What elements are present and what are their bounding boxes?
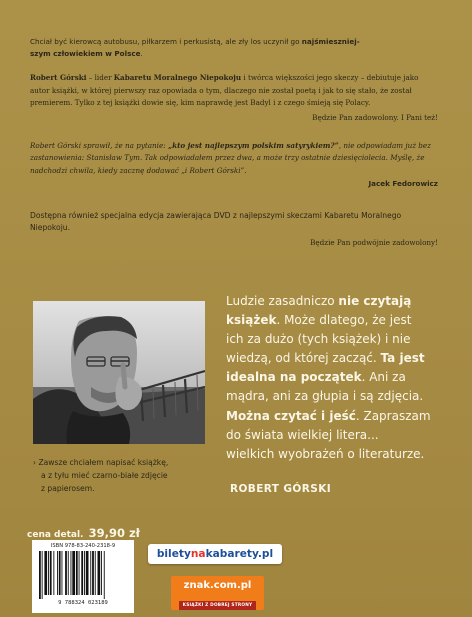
quote-line: wiedzą, od której zacząć. Ta jest	[226, 351, 425, 366]
isbn-text: ISBN 978-83-240-2318-9	[50, 543, 116, 549]
quote-line: wielkich wyobrażeń o literaturze.	[226, 446, 425, 461]
quote-line: Ludzie zasadniczo nie czytają	[226, 294, 412, 308]
photo-caption-line: z papierosem.	[41, 484, 95, 494]
dvd-sign-off: Będzie Pan podwójnie zadowolony!	[310, 238, 438, 248]
author-photo-image	[33, 301, 205, 444]
biletynakabarety-logo: biletynakabarety.pl	[148, 544, 282, 564]
quote-line: Można czytać i jeść. Zapraszam	[226, 408, 431, 423]
author-photo	[33, 301, 205, 444]
photo-caption-line: › Zawsze chciałem napisać książkę,	[33, 458, 169, 467]
quote-line: do świata wielkiej litera...	[226, 427, 379, 442]
quote-author: ROBERT GÓRSKI	[230, 483, 332, 495]
quote-line: idealna na początek. Ani za	[226, 370, 406, 385]
review-author: Jacek Fedorowicz	[368, 178, 438, 188]
quote-line: mądra, ani za głupia i są zdjęcia.	[226, 389, 424, 404]
author-quote	[226, 292, 444, 464]
price-value: 39,90 zł	[88, 526, 140, 540]
barcode-bars	[38, 551, 128, 599]
photo-caption	[33, 456, 211, 496]
blurb	[30, 36, 438, 250]
quote-line: ich za dużo (tych książek) i nie	[226, 332, 411, 347]
blurb-sign-off: Będzie Pan zadowolony. I Pani też!	[312, 113, 438, 123]
quote-line: książek. Może dlatego, że jest	[226, 313, 412, 328]
review-quote: Robert Górski sprawił, że na pytanie: „kto jest najlepszym polskim satyrykiem?”, nie odpowiadam już bez zastanowienia: Stanisław Tym. Tak odpowiadałem przez dwa, a może trzy ostatnie dziesięciolecia. Myślę, że nadchodzi chwila, kiedy zacznę dodawać „i Robert Górski”.	[30, 141, 431, 175]
blurb-description: Robert Górski – lider Kabaretu Moralnego Niepokoju i twórca większości jego skeczy – debiutuje jako autor książki, w której pierwszy raz opowiada o tym, dlaczego nie został poetą i jak to się stało, że został premierem. Tylko z tej książki dowie się, kim naprawdę jest Badyl i z czego śmieją się Polacy.	[30, 73, 419, 107]
blurb-intro: Chciał być kierowcą autobusu, piłkarzem i perkusistą, ale zły los uczynił go najśmieszniej- szym człowiekiem w Polsce.	[30, 37, 360, 59]
znak-publisher-logo: znak.com.pl KSIĄŻKI Z DOBREJ STRONY	[171, 576, 264, 610]
dvd-edition-note: Dostępna również specjalna edycja zawierająca DVD z najlepszymi skeczami Kabaretu Moralnego Niepokoju.	[30, 211, 402, 233]
retail-price	[27, 522, 140, 541]
photo-caption-line: a z tyłu mieć czarno-białe zdjęcie	[41, 471, 168, 481]
price-label: cena detal.	[27, 530, 84, 540]
barcode-number: 9 788324 023189	[58, 600, 108, 606]
barcode	[32, 540, 134, 613]
